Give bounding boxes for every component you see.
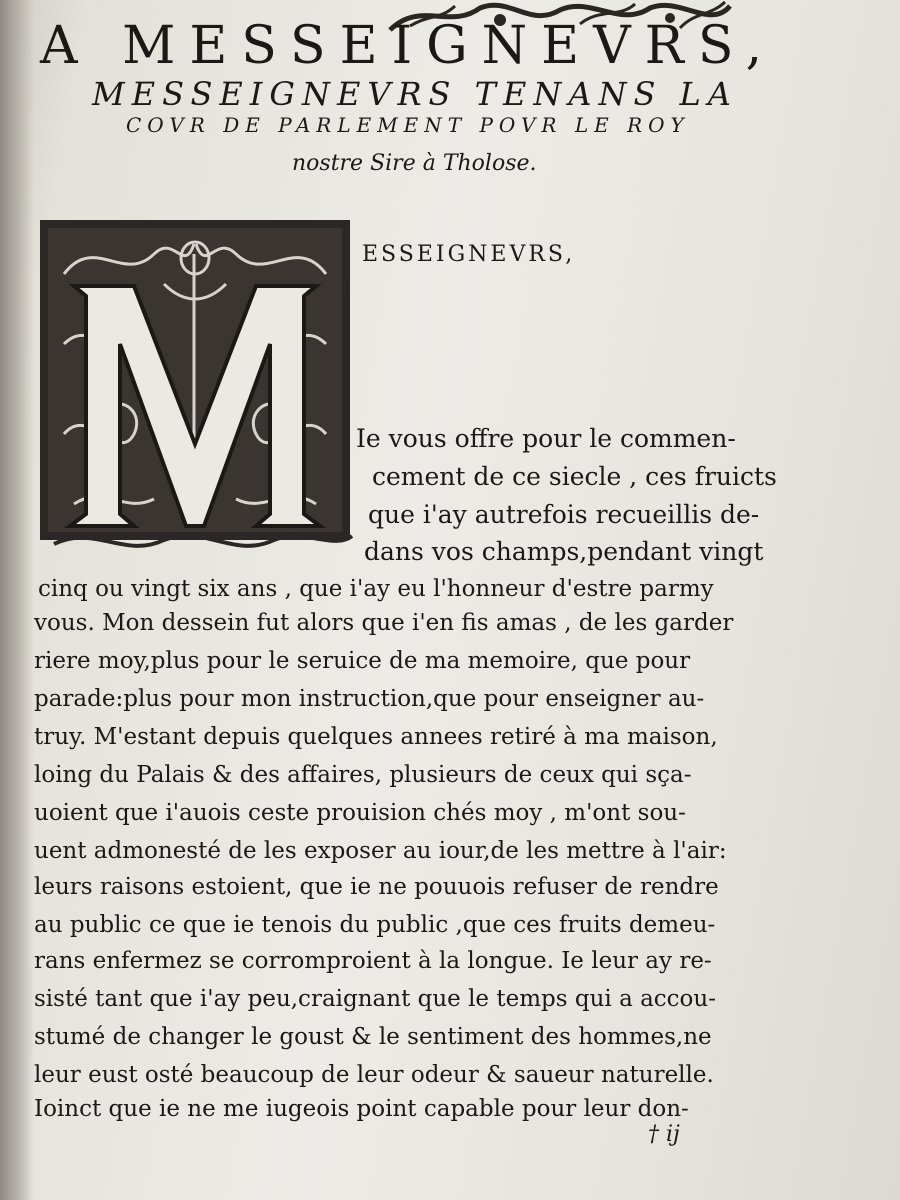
body-line: stumé de changer le goust & le sentiment des hommes,ne [34,1024,712,1050]
signature-mark: † ij [648,1122,680,1147]
body-line: truy. M'estant depuis quelques annees retiré à ma maison, [34,724,718,750]
body-line: uent admonesté de les exposer au iour,de les mettre à l'air: [34,838,727,864]
body-line: que i'ay autrefois recueillis de- [368,500,760,529]
body-line: Ioinct que ie ne me iugeois point capable pour leur don- [34,1096,689,1122]
heading-line-3: COVR DE PARLEMENT POVR LE ROY [126,113,690,137]
body-line: cinq ou vingt six ans , que i'ay eu l'honneur d'estre parmy [38,576,714,602]
heading-line-1: A MESSEIGNEVRS, [40,16,777,76]
body-line: uoient que i'auois ceste prouision chés moy , m'ont sou- [34,800,686,826]
body-line: sisté tant que i'ay peu,craignant que le temps qui a accou- [34,986,716,1012]
drop-cap-letter: M [34,214,36,215]
body-line: dans vos champs,pendant vingt [364,537,764,566]
body-line: au public ce que ie tenois du public ,que ces fruits demeu- [34,912,716,938]
salutation: ESSEIGNEVRS, [362,242,576,267]
body-line: Ie vous offre pour le commen- [356,424,736,453]
body-line: riere moy,plus pour le seruice de ma memoire, que pour [34,648,691,674]
page-gutter [0,0,34,1200]
body-line: cement de ce siecle , ces fruicts [372,462,777,491]
body-line: loing du Palais & des affaires, plusieurs de ceux qui sça- [34,762,692,788]
body-line: leurs raisons estoient, que ie ne pouuois refuser de rendre [34,874,719,900]
heading-line-2: MESSEIGNEVRS TENANS LA [92,75,738,113]
heading-line-4: nostre Sire à Tholose. [292,151,537,176]
body-line: parade:plus pour mon instruction,que pour enseigner au- [34,686,705,712]
body-line: vous. Mon dessein fut alors que i'en fis amas , de les garder [34,610,734,636]
decorated-initial-m [34,214,356,560]
body-line: rans enfermez se corromproient à la longue. Ie leur ay re- [34,948,712,974]
body-line: leur eust osté beaucoup de leur odeur & saueur naturelle. [34,1062,714,1088]
